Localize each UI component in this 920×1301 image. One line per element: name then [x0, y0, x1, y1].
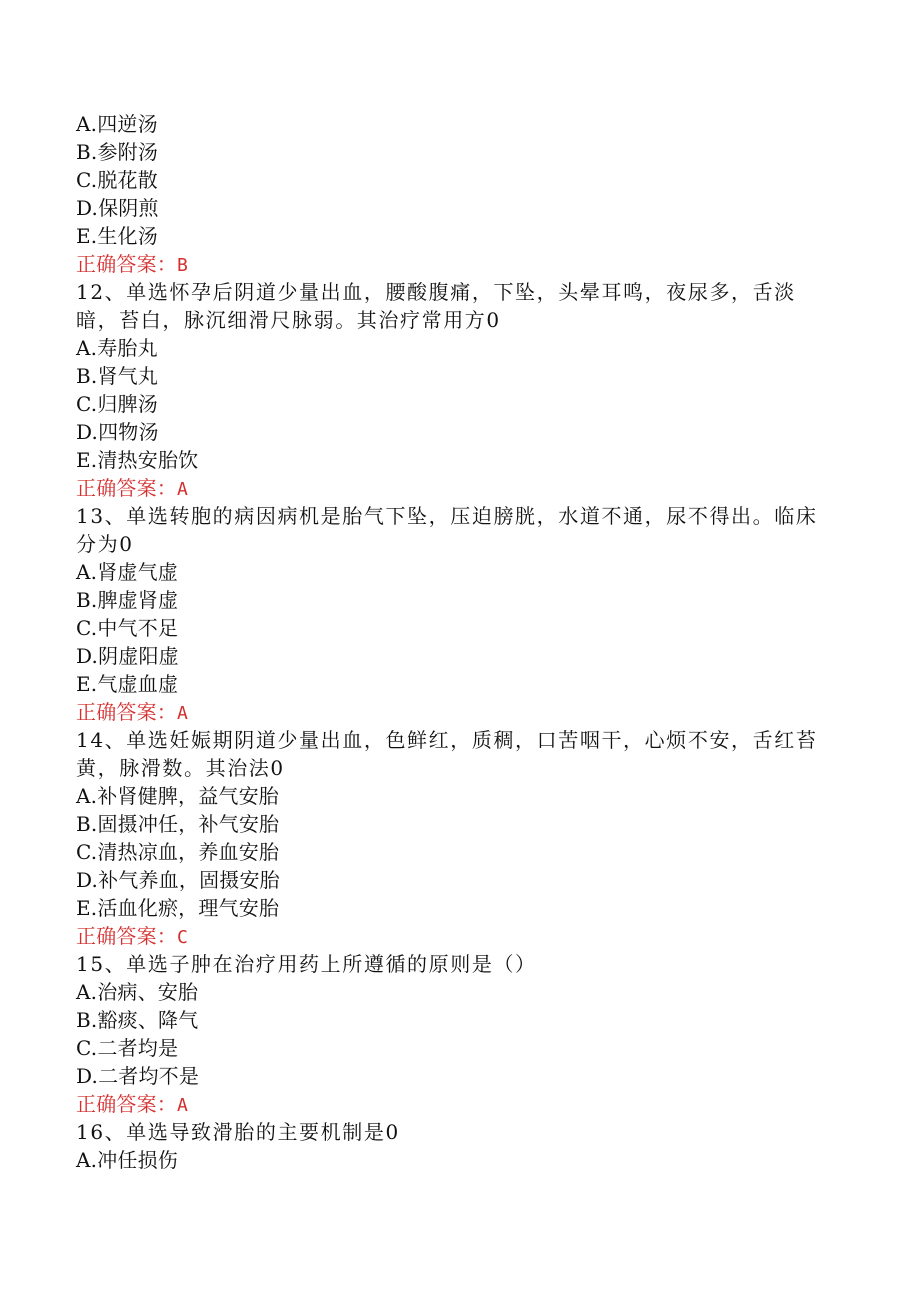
question-block	[76, 502, 846, 726]
option-d: D.四物汤	[76, 420, 159, 444]
option-e: E.气虚血虚	[76, 672, 179, 696]
answer-value: A	[177, 1095, 189, 1116]
option-c: C.清热凉血，养血安胎	[76, 840, 280, 864]
question-block	[76, 1118, 846, 1174]
option-c: C.中气不足	[76, 616, 179, 640]
option-a: A.治病、安胎	[76, 980, 199, 1004]
option-d: D.保阴煎	[76, 196, 159, 220]
correct-answer	[76, 1090, 846, 1118]
option-c: C.脱花散	[76, 168, 158, 192]
correct-answer	[76, 922, 846, 950]
option-d: D.补气养血，固摄安胎	[76, 868, 280, 892]
answer-label: 正确答案：	[76, 476, 177, 500]
option-c: C.二者均是	[76, 1036, 179, 1060]
question-text-line: 分为0	[76, 532, 134, 556]
question-text-line: 暗，苔白，脉沉细滑尺脉弱。其治疗常用方0	[76, 308, 501, 332]
question-text-line: 黄，脉滑数。其治法0	[76, 756, 285, 780]
question-text-line: 13、单选转胞的病因病机是胎气下坠，压迫膀胱，水道不通，尿不得出。临床	[76, 504, 818, 528]
answer-value: B	[177, 255, 189, 276]
answer-label: 正确答案：	[76, 252, 177, 276]
option-b: B.固摄冲任，补气安胎	[76, 812, 280, 836]
option-d: D.二者均不是	[76, 1064, 200, 1088]
option-e: E.清热安胎饮	[76, 448, 199, 472]
answer-value: C	[177, 927, 189, 948]
option-a: A.补肾健脾，益气安胎	[76, 784, 280, 808]
answer-value: A	[177, 479, 189, 500]
question-block	[76, 726, 846, 950]
option-a: A.寿胎丸	[76, 336, 158, 360]
option-d: D.阴虚阳虚	[76, 644, 179, 668]
answer-label: 正确答案：	[76, 700, 177, 724]
option-a: A.肾虚气虚	[76, 560, 179, 584]
option-b: B.参附汤	[76, 140, 159, 164]
question-block	[76, 110, 846, 278]
document-page	[76, 110, 846, 1174]
question-text-line: 14、单选妊娠期阴道少量出血，色鲜红，质稠，口苦咽干，心烦不安，舌红苔	[76, 728, 818, 752]
option-c: C.归脾汤	[76, 392, 158, 416]
answer-value: A	[177, 703, 189, 724]
answer-label: 正确答案：	[76, 924, 177, 948]
answer-label: 正确答案：	[76, 1092, 177, 1116]
correct-answer	[76, 698, 846, 726]
option-b: B.肾气丸	[76, 364, 159, 388]
correct-answer	[76, 474, 846, 502]
correct-answer	[76, 250, 846, 278]
question-block	[76, 950, 846, 1118]
question-text-line: 16、单选导致滑胎的主要机制是0	[76, 1120, 400, 1144]
option-a: A.冲任损伤	[76, 1148, 179, 1172]
option-e: E.活血化瘀，理气安胎	[76, 896, 280, 920]
option-b: B.豁痰、降气	[76, 1008, 199, 1032]
option-a: A.四逆汤	[76, 112, 158, 136]
option-e: E.生化汤	[76, 224, 158, 248]
option-b: B.脾虚肾虚	[76, 588, 179, 612]
question-text-line: 12、单选怀孕后阴道少量出血，腰酸腹痛，下坠，头晕耳鸣，夜尿多，舌淡	[76, 280, 796, 304]
question-block	[76, 278, 846, 502]
question-text-line: 15、单选子肿在治疗用药上所遵循的原则是（）	[76, 952, 537, 976]
